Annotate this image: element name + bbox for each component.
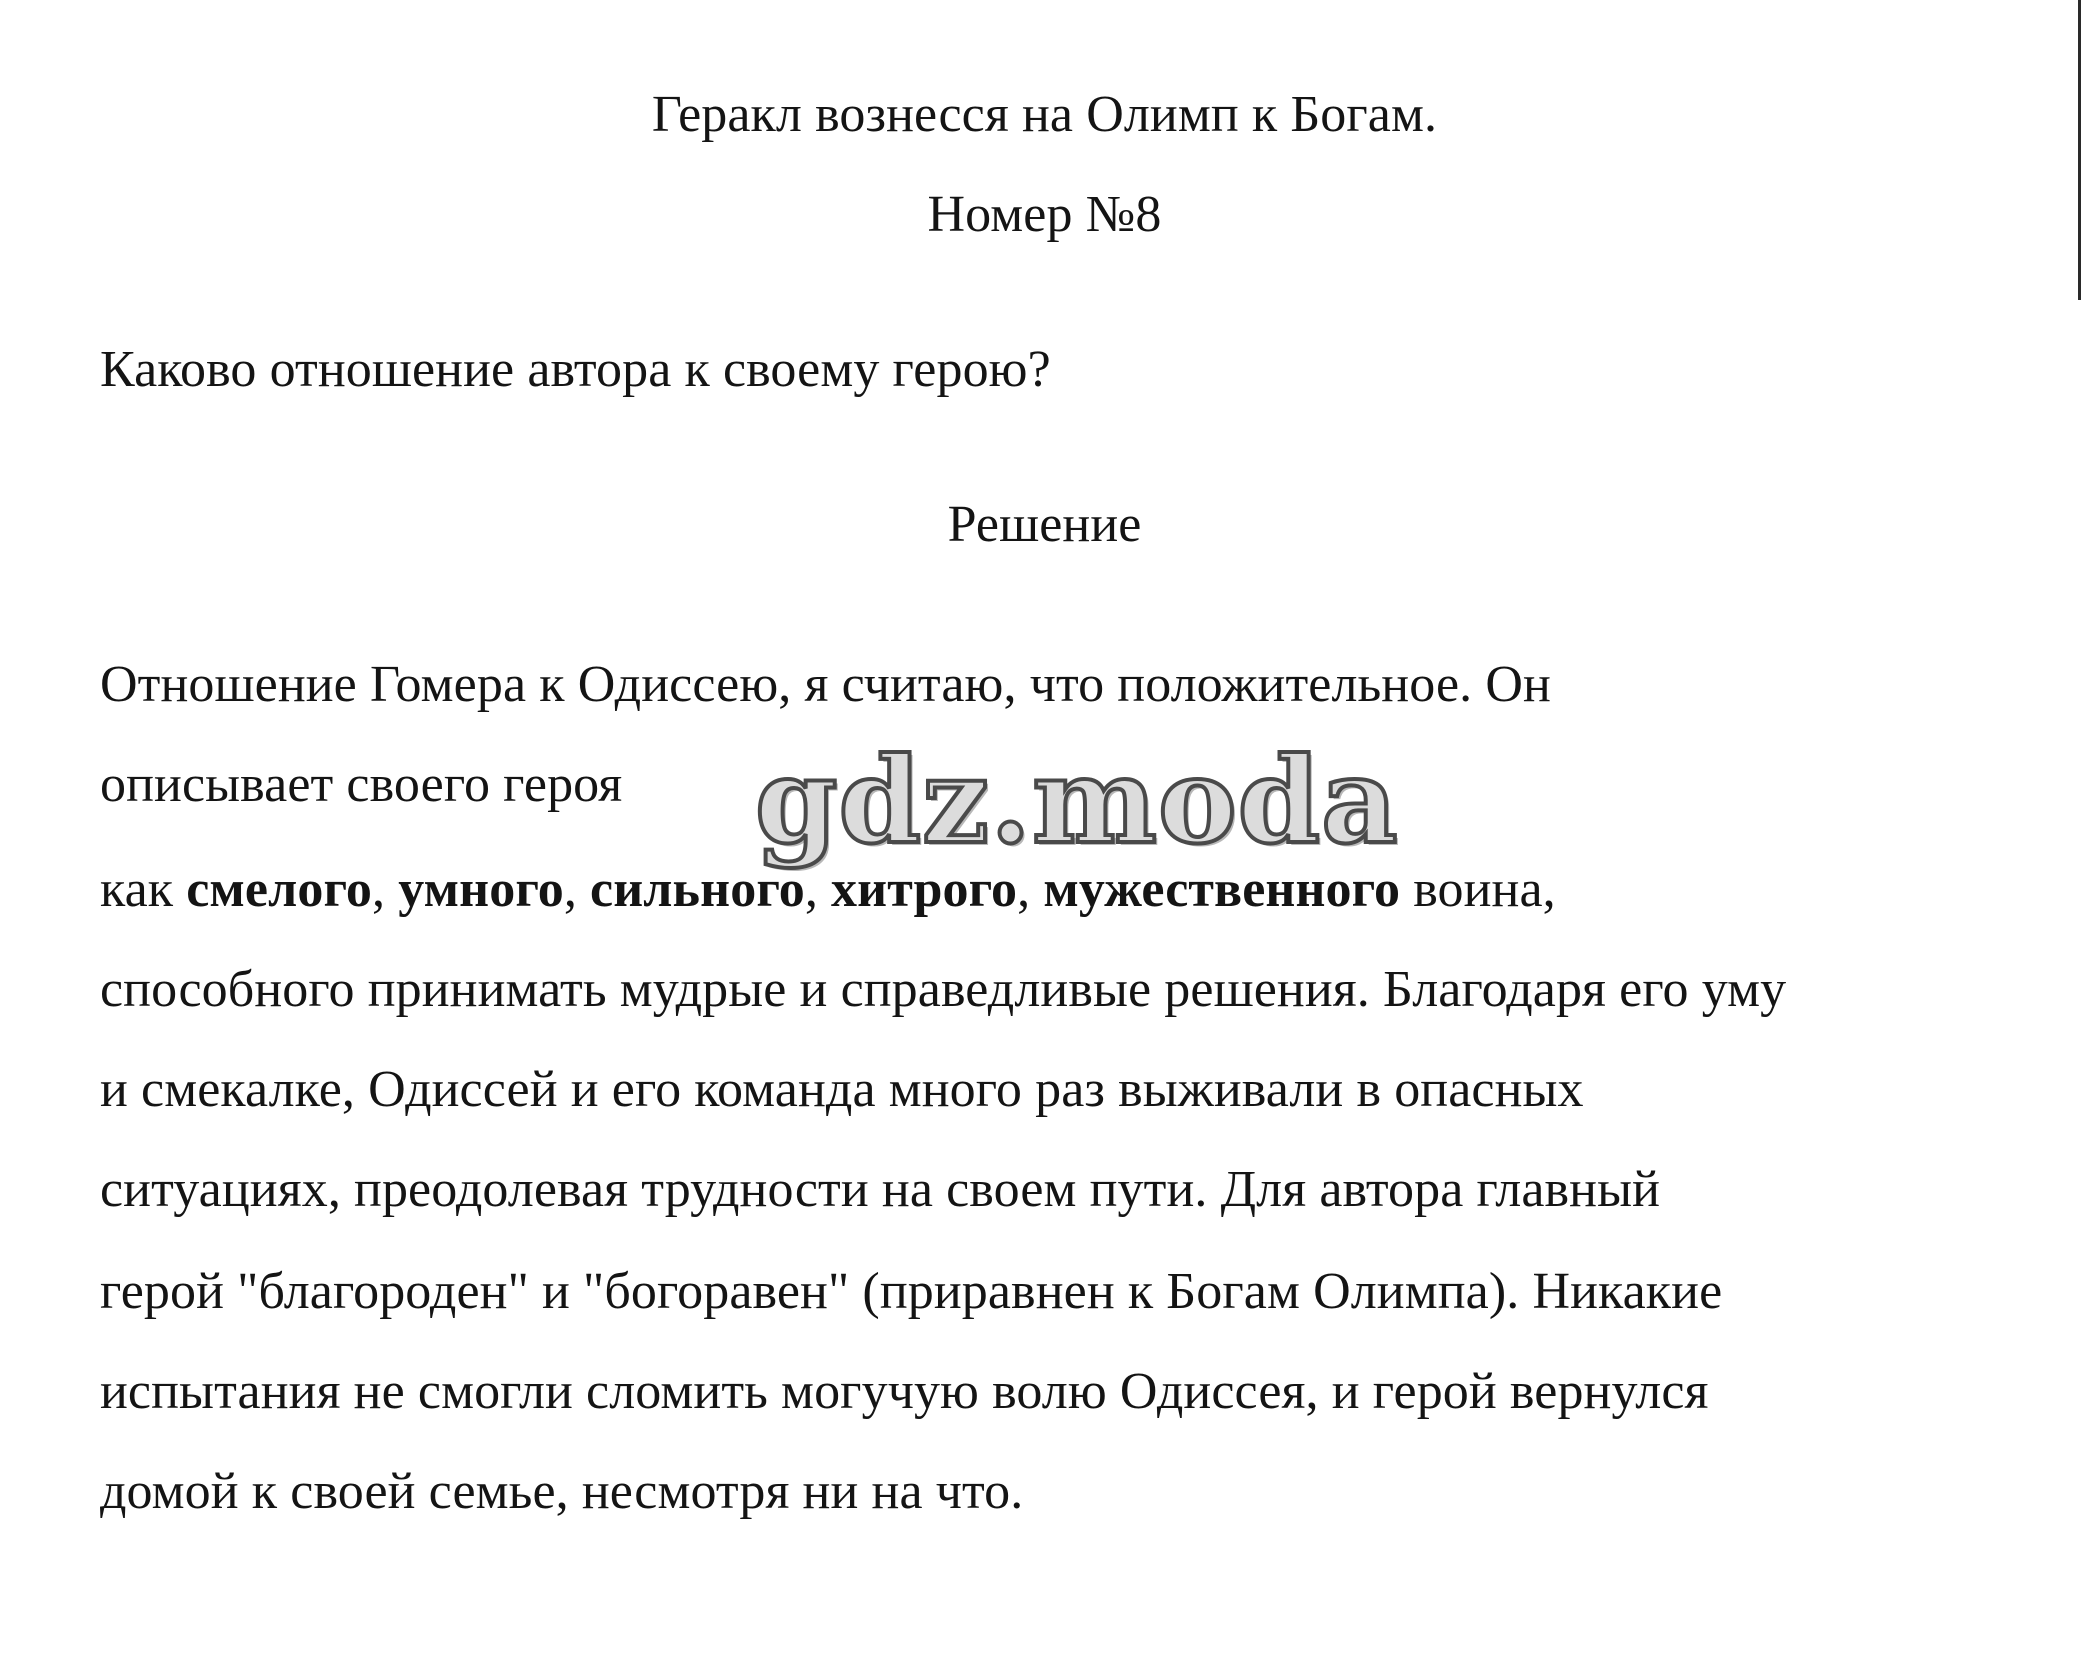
separator: , [563, 861, 591, 918]
answer-line-2: описывает своего героя [100, 756, 623, 813]
answer-text: воина, [1400, 861, 1556, 918]
answer-line-6: ситуациях, преодолевая трудности на своем пути. Для автора главный [100, 1161, 1661, 1218]
exercise-number: Номер №8 [927, 186, 1162, 243]
answer-line-5: и смекалке, Одиссей и его команда много раз выживали в опасных [100, 1061, 1584, 1118]
bold-trait-smart: умного [398, 861, 564, 918]
answer-text: как [100, 861, 187, 918]
bold-trait-brave: смелого [186, 861, 373, 918]
page-title: Геракл вознесся на Олимп к Богам. [651, 86, 1438, 143]
answer-line-9: домой к своей семье, несмотря ни на что. [100, 1463, 1024, 1520]
answer-line-1: Отношение Гомера к Одиссею, я считаю, что положительное. Он [100, 656, 1551, 713]
bold-trait-courageous: мужественного [1043, 861, 1401, 918]
answer-line-7: герой "благороден" и "богоравен" (приравнен к Богам Олимпа). Никакие [100, 1263, 1723, 1320]
answer-line-8: испытания не смогли сломить могучую волю Одиссея, и герой вернулся [100, 1363, 1709, 1420]
gdz-moda-watermark: gdz.moda [755, 731, 1399, 870]
bold-trait-cunning: хитрого [831, 861, 1018, 918]
separator: , [1017, 861, 1044, 918]
answer-line-3 [100, 860, 1556, 920]
scan-edge-line [2078, 0, 2081, 300]
answer-line-4: способного принимать мудрые и справедливые решения. Благодаря его уму [100, 961, 1787, 1018]
separator: , [804, 861, 832, 918]
separator: , [372, 861, 399, 918]
bold-trait-strong: сильного [590, 861, 805, 918]
question-text: Каково отношение автора к своему герою? [100, 341, 1051, 398]
solution-heading: Решение [947, 496, 1142, 553]
